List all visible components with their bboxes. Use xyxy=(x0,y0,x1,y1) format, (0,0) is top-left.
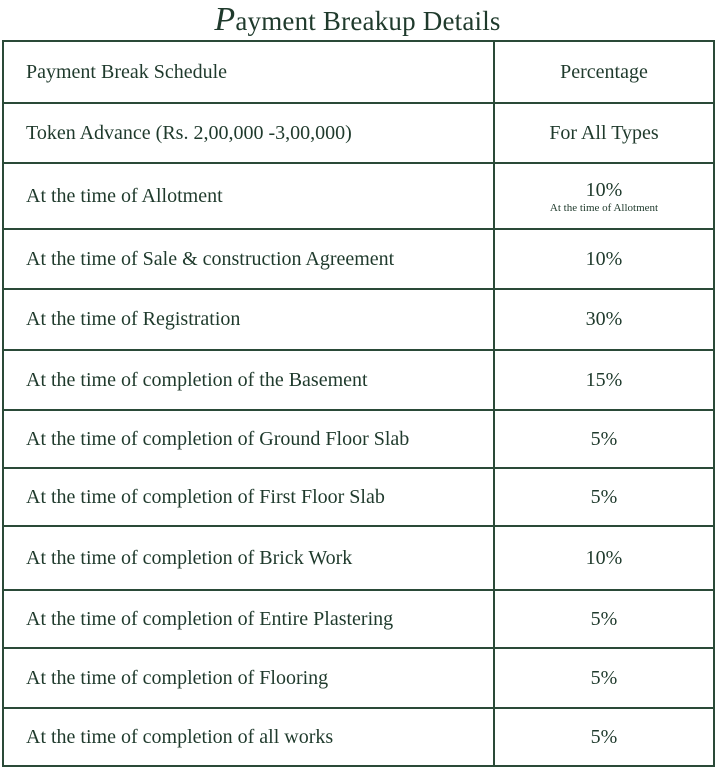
row-percentage: 30% xyxy=(494,289,714,350)
row-percentage: 5% xyxy=(494,708,714,766)
header-percentage: Percentage xyxy=(494,41,714,103)
row-percentage: 10% xyxy=(585,178,623,201)
table-row xyxy=(3,526,714,590)
row-schedule: Token Advance (Rs. 2,00,000 -3,00,000) xyxy=(3,103,494,163)
table-row xyxy=(3,590,714,648)
row-schedule: At the time of completion of Flooring xyxy=(3,648,494,708)
row-percentage-cell xyxy=(494,163,714,229)
row-percentage: 10% xyxy=(494,229,714,289)
table-row xyxy=(3,648,714,708)
row-schedule: At the time of completion of Entire Plastering xyxy=(3,590,494,648)
row-schedule: At the time of completion of the Basement xyxy=(3,350,494,410)
row-percentage-note: At the time of Allotment xyxy=(549,201,659,214)
header-schedule: Payment Break Schedule xyxy=(3,41,494,103)
page-title-rest: ayment Breakup Details xyxy=(235,6,501,36)
table-row xyxy=(3,410,714,468)
payment-breakup-table xyxy=(2,40,715,767)
row-percentage: 5% xyxy=(494,590,714,648)
table-row xyxy=(3,229,714,289)
table-row xyxy=(3,163,714,229)
row-schedule: At the time of completion of Ground Floor Slab xyxy=(3,410,494,468)
table-row xyxy=(3,103,714,163)
row-schedule: At the time of Registration xyxy=(3,289,494,350)
row-schedule: At the time of completion of Brick Work xyxy=(3,526,494,590)
row-schedule: At the time of completion of First Floor Slab xyxy=(3,468,494,526)
row-percentage: 5% xyxy=(494,648,714,708)
row-percentage: 10% xyxy=(494,526,714,590)
row-percentage: For All Types xyxy=(494,103,714,163)
page-title xyxy=(0,0,715,40)
row-schedule: At the time of completion of all works xyxy=(3,708,494,766)
table-row xyxy=(3,468,714,526)
page-title-initial: P xyxy=(214,1,236,38)
table-row xyxy=(3,350,714,410)
table-header-row xyxy=(3,41,714,103)
table-row xyxy=(3,708,714,766)
row-schedule: At the time of Allotment xyxy=(3,163,494,229)
table-row xyxy=(3,289,714,350)
row-percentage: 5% xyxy=(494,410,714,468)
row-schedule: At the time of Sale & construction Agreement xyxy=(3,229,494,289)
row-percentage: 15% xyxy=(494,350,714,410)
row-percentage: 5% xyxy=(494,468,714,526)
